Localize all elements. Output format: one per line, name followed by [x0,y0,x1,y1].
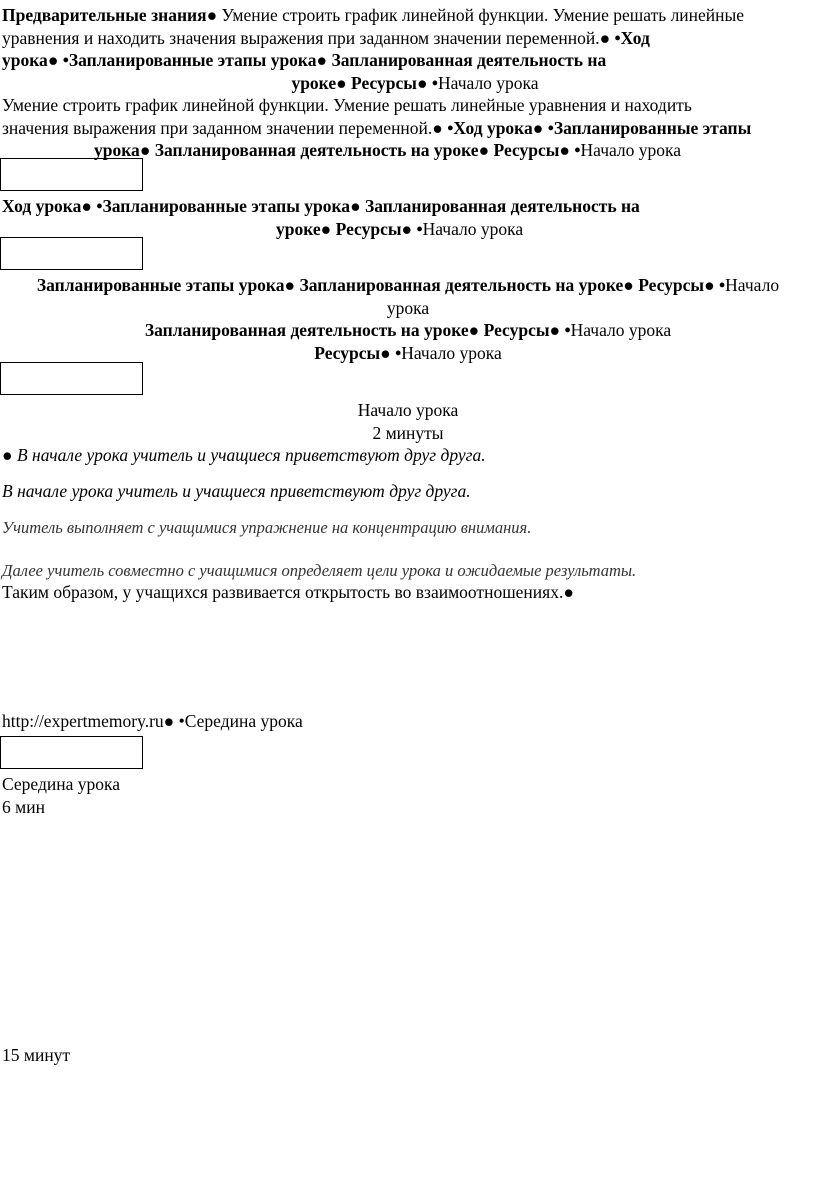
bullet-icon: ● [284,275,296,295]
planned-stages-label: Запланированные этапы урока [68,50,317,70]
lesson-flow-label: Ход урока [453,117,533,138]
prior-knowledge-text-2: уравнения и находить значения выражения при заданном значении переменной. [2,27,600,48]
prior-knowledge-block [2,4,816,94]
bullet-icon: ● [563,582,574,602]
resources-label: Ресурсы [314,342,381,363]
resources-label: Ресурсы [633,275,705,295]
empty-cell-box [0,158,143,191]
skills-block [2,94,816,162]
lesson-start-label: Начало урока [422,218,524,239]
planned-stages-label-cont: урока [94,140,140,160]
lesson-flow-label-cont: урока [2,50,48,70]
greeting-line-2: В начале урока учитель и учащиеся приветствуют друг друга. [2,481,471,501]
greeting-line-1: ● В начале урока учитель и учащиеся приветствуют друг друга. [2,445,486,465]
prior-knowledge-heading: Предварительные знания [2,5,207,25]
resources-label: Ресурсы [331,218,402,239]
bullet-icon: ● • [380,342,402,363]
bullet-icon: ● [468,320,480,340]
expertmemory-link[interactable]: http://expertmemory.ru [2,711,164,731]
planned-activity-label-cont: уроке [276,218,321,239]
mid-lesson-heading: Середина урока [2,774,120,794]
planned-stages-label: Запланированные этапы [553,117,752,138]
bullet-icon: ● • [599,27,621,48]
lesson-start-label: Начало урока [570,320,672,340]
link-line [2,710,816,733]
lesson-start-label: Начало урока [580,140,682,160]
goals-line: Далее учитель совместно с учащимися определяет цели урока и ожидаемые результаты. [2,561,637,580]
lesson-start-label: Начало урока [401,342,502,363]
bullet-icon: ● • [416,72,439,93]
lesson-start-heading: Начало урока [357,400,459,420]
lesson-start-label: Начало урока [438,72,539,93]
skills-text: Умение строить график линейной функции. Умение решать линейные уравнения и находить [2,95,692,115]
bullet-icon: ● • [559,140,581,160]
planned-activity-label: Запланированная деятельность на уроке [295,275,624,295]
planned-activity-label: Запланированная деятельность на уроке [144,320,469,340]
bullet-icon: ● • [532,117,554,138]
bullet-icon: ● [336,72,347,93]
skills-text-2: значения выражения при заданном значении переменной. [2,117,433,138]
lesson-flow-label: Ход [620,27,650,48]
mid-lesson-label: Середина урока [184,711,303,731]
summary-line: Таким образом, у учащихся развивается открытость во взаимоотношениях.● [2,582,574,602]
planned-stages-label: Запланированные этапы урока [102,196,351,216]
planned-activity-label: Запланированная деятельность на [360,196,640,216]
resources-label: Ресурсы [346,72,417,93]
bullet-icon: ● [2,445,13,465]
bullet-icon: ● • [432,117,454,138]
bullet-icon: ● [206,5,218,25]
empty-cell-box [0,237,143,270]
bullet-icon: ● • [401,218,423,239]
bullet-icon: ● [623,275,634,295]
exercise-line: Учитель выполняет с учащимися упражнение на концентрацию внимания. [2,518,532,537]
planned-activity-label-cont: уроке [291,72,337,93]
planned-activity-label: Запланированная деятельность на уроке [150,140,479,160]
bullet-icon: ● [316,50,328,70]
bullet-icon: ● [478,140,490,160]
fifteen-minutes-label: 15 минут [2,1045,71,1065]
empty-cell-box [0,362,143,395]
bullet-icon: ● • [47,50,69,70]
lesson-start-label: Начало [725,275,780,295]
bullet-icon: ● [320,218,332,239]
bullet-icon: ● • [549,320,571,340]
bullet-icon: ● • [704,275,726,295]
lesson-flow-block [2,195,816,240]
bullet-icon: ● • [81,196,103,216]
bullet-icon: ● [139,140,151,160]
bullet-icon: ● • [163,711,185,731]
resources-label: Ресурсы [479,320,550,340]
lesson-start-label-cont: урока [386,297,430,318]
mid-lesson-duration: 6 мин [2,797,45,817]
planned-stages-block [0,274,816,364]
planned-stages-label: Запланированные этапы урока [36,275,285,295]
lesson-flow-label: Ход урока [2,196,82,216]
resources-label: Ресурсы [489,140,560,160]
empty-cell-box [0,736,143,769]
prior-knowledge-text: Умение строить график линейной функции. Умение решать линейные [217,5,745,25]
lesson-start-duration: 2 минуты [372,423,444,443]
bullet-icon: ● [350,196,361,216]
planned-activity-label: Запланированная деятельность на [327,50,607,70]
